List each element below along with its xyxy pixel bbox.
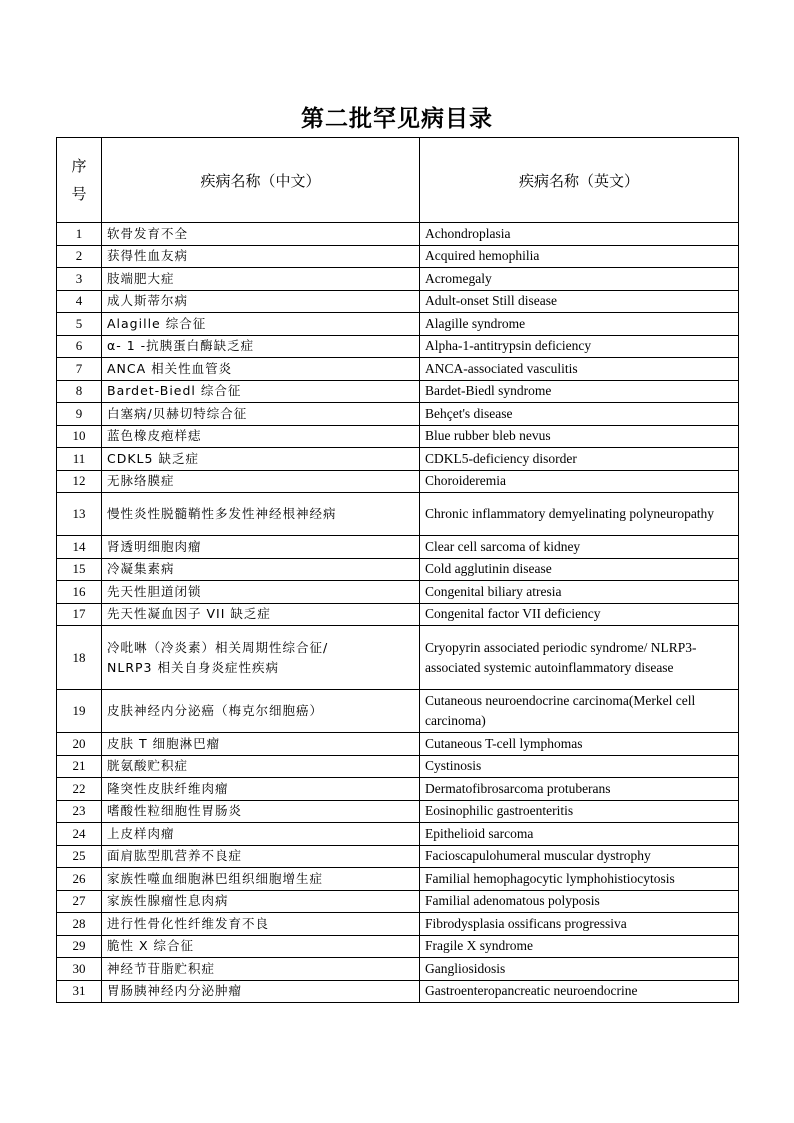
disease-name-english: Clear cell sarcoma of kidney <box>420 536 739 559</box>
disease-name-chinese: Alagille 综合征 <box>102 313 420 336</box>
disease-name-chinese: α- 1 -抗胰蛋白酶缺乏症 <box>102 335 420 358</box>
row-number: 4 <box>57 290 102 313</box>
disease-name-chinese-line1: 冷吡啉（冷炎素）相关周期性综合征/ <box>107 639 329 655</box>
disease-name-chinese: 软骨发育不全 <box>102 223 420 246</box>
table-row <box>57 358 739 381</box>
row-number: 17 <box>57 603 102 626</box>
disease-name-english: Acromegaly <box>420 268 739 291</box>
disease-name-chinese: 蓝色橡皮疱样痣 <box>102 425 420 448</box>
table-row <box>57 335 739 358</box>
table-row <box>57 603 739 626</box>
header-number-line1: 序 <box>71 157 87 175</box>
row-number: 14 <box>57 536 102 559</box>
table-row <box>57 690 739 733</box>
row-number: 31 <box>57 980 102 1003</box>
disease-name-english: Cutaneous T-cell lymphomas <box>420 733 739 756</box>
table-row <box>57 268 739 291</box>
row-number: 8 <box>57 380 102 403</box>
table-row <box>57 890 739 913</box>
table-row <box>57 448 739 471</box>
disease-name-chinese: 皮肤神经内分泌癌（梅克尔细胞癌） <box>102 690 420 733</box>
row-number: 10 <box>57 425 102 448</box>
disease-name-english: Cryopyrin associated periodic syndrome/ NLRP3-associated systemic autoinflammatory disease <box>420 626 739 690</box>
disease-name-english: CDKL5-deficiency disorder <box>420 448 739 471</box>
row-number: 26 <box>57 868 102 891</box>
disease-name-english: Adult-onset Still disease <box>420 290 739 313</box>
disease-name-english: ANCA-associated vasculitis <box>420 358 739 381</box>
disease-name-chinese: 家族性腺瘤性息肉病 <box>102 890 420 913</box>
row-number: 22 <box>57 778 102 801</box>
disease-name-chinese: 嗜酸性粒细胞性胃肠炎 <box>102 800 420 823</box>
rare-disease-table <box>56 137 739 1003</box>
row-number: 28 <box>57 913 102 936</box>
table-row <box>57 958 739 981</box>
table-row <box>57 868 739 891</box>
disease-name-chinese <box>102 626 420 690</box>
row-number: 23 <box>57 800 102 823</box>
table-row <box>57 823 739 846</box>
row-number: 1 <box>57 223 102 246</box>
disease-name-chinese: 进行性骨化性纤维发育不良 <box>102 913 420 936</box>
table-row <box>57 626 739 690</box>
disease-name-chinese: 先天性凝血因子 VII 缺乏症 <box>102 603 420 626</box>
disease-name-chinese: 家族性噬血细胞淋巴组织细胞增生症 <box>102 868 420 891</box>
disease-name-english: Choroideremia <box>420 470 739 493</box>
disease-name-chinese: 上皮样肉瘤 <box>102 823 420 846</box>
row-number: 9 <box>57 403 102 426</box>
table-row <box>57 581 739 604</box>
disease-name-english: Congenital biliary atresia <box>420 581 739 604</box>
disease-name-english: Congenital factor VII deficiency <box>420 603 739 626</box>
row-number: 19 <box>57 690 102 733</box>
header-number <box>57 138 102 223</box>
disease-name-chinese: 肾透明细胞肉瘤 <box>102 536 420 559</box>
table-row <box>57 845 739 868</box>
table-row <box>57 755 739 778</box>
disease-name-chinese: 无脉络膜症 <box>102 470 420 493</box>
table-row <box>57 403 739 426</box>
disease-name-english: Cold agglutinin disease <box>420 558 739 581</box>
disease-name-chinese: 获得性血友病 <box>102 245 420 268</box>
disease-name-chinese: 成人斯蒂尔病 <box>102 290 420 313</box>
disease-name-english: Cutaneous neuroendocrine carcinoma(Merkel cell carcinoma) <box>420 690 739 733</box>
disease-name-chinese: 冷凝集素病 <box>102 558 420 581</box>
row-number: 29 <box>57 935 102 958</box>
disease-name-chinese: 面肩肱型肌营养不良症 <box>102 845 420 868</box>
row-number: 25 <box>57 845 102 868</box>
table-row <box>57 313 739 336</box>
disease-name-english: Eosinophilic gastroenteritis <box>420 800 739 823</box>
row-number: 12 <box>57 470 102 493</box>
row-number: 6 <box>57 335 102 358</box>
disease-name-english: Cystinosis <box>420 755 739 778</box>
row-number: 13 <box>57 493 102 536</box>
table-row <box>57 290 739 313</box>
table-header-row <box>57 138 739 223</box>
table-row <box>57 935 739 958</box>
row-number: 2 <box>57 245 102 268</box>
row-number: 24 <box>57 823 102 846</box>
table-row <box>57 558 739 581</box>
table-row <box>57 536 739 559</box>
disease-name-english: Gangliosidosis <box>420 958 739 981</box>
disease-name-english: Alagille syndrome <box>420 313 739 336</box>
disease-name-chinese: 胱氨酸贮积症 <box>102 755 420 778</box>
disease-name-chinese: 肢端肥大症 <box>102 268 420 291</box>
disease-name-chinese: 胃肠胰神经内分泌肿瘤 <box>102 980 420 1003</box>
disease-name-chinese: 隆突性皮肤纤维肉瘤 <box>102 778 420 801</box>
disease-name-english: Gastroenteropancreatic neuroendocrine <box>420 980 739 1003</box>
disease-name-chinese: 白塞病/贝赫切特综合征 <box>102 403 420 426</box>
disease-name-english: Alpha-1-antitrypsin deficiency <box>420 335 739 358</box>
table-row <box>57 913 739 936</box>
disease-name-english: Blue rubber bleb nevus <box>420 425 739 448</box>
row-number: 27 <box>57 890 102 913</box>
table-row <box>57 778 739 801</box>
row-number: 30 <box>57 958 102 981</box>
page-title: 第二批罕见病目录 <box>301 106 493 132</box>
row-number: 21 <box>57 755 102 778</box>
disease-name-chinese: ANCA 相关性血管炎 <box>102 358 420 381</box>
row-number: 18 <box>57 626 102 690</box>
row-number: 16 <box>57 581 102 604</box>
table-row <box>57 245 739 268</box>
row-number: 11 <box>57 448 102 471</box>
disease-name-english: Chronic inflammatory demyelinating polyneuropathy <box>420 493 739 536</box>
disease-name-english: Behçet's disease <box>420 403 739 426</box>
disease-name-chinese: Bardet-Biedl 综合征 <box>102 380 420 403</box>
disease-name-english: Epithelioid sarcoma <box>420 823 739 846</box>
disease-name-english: Acquired hemophilia <box>420 245 739 268</box>
table-row <box>57 470 739 493</box>
disease-name-chinese-line2: NLRP3 相关自身炎症性疾病 <box>107 659 279 675</box>
disease-name-english: Familial hemophagocytic lymphohistiocytosis <box>420 868 739 891</box>
disease-name-chinese: 皮肤 T 细胞淋巴瘤 <box>102 733 420 756</box>
table-row <box>57 380 739 403</box>
disease-name-english: Fragile X syndrome <box>420 935 739 958</box>
disease-name-chinese: 慢性炎性脱髓鞘性多发性神经根神经病 <box>102 493 420 536</box>
disease-name-chinese: 神经节苷脂贮积症 <box>102 958 420 981</box>
disease-name-chinese: 脆性 X 综合征 <box>102 935 420 958</box>
header-english-name: 疾病名称（英文） <box>420 138 739 223</box>
header-number-line2: 号 <box>71 185 87 203</box>
row-number: 7 <box>57 358 102 381</box>
table-row <box>57 980 739 1003</box>
row-number: 3 <box>57 268 102 291</box>
disease-name-english: Achondroplasia <box>420 223 739 246</box>
header-chinese-name: 疾病名称（中文） <box>102 138 420 223</box>
table-row <box>57 733 739 756</box>
row-number: 15 <box>57 558 102 581</box>
table-row <box>57 800 739 823</box>
disease-name-english: Facioscapulohumeral muscular dystrophy <box>420 845 739 868</box>
row-number: 20 <box>57 733 102 756</box>
disease-name-english: Dermatofibrosarcoma protuberans <box>420 778 739 801</box>
disease-name-chinese: CDKL5 缺乏症 <box>102 448 420 471</box>
table-row <box>57 223 739 246</box>
disease-name-chinese: 先天性胆道闭锁 <box>102 581 420 604</box>
disease-name-english: Familial adenomatous polyposis <box>420 890 739 913</box>
disease-name-english: Fibrodysplasia ossificans progressiva <box>420 913 739 936</box>
table-row <box>57 493 739 536</box>
disease-name-english: Bardet-Biedl syndrome <box>420 380 739 403</box>
table-row <box>57 425 739 448</box>
row-number: 5 <box>57 313 102 336</box>
table-body <box>57 223 739 1003</box>
